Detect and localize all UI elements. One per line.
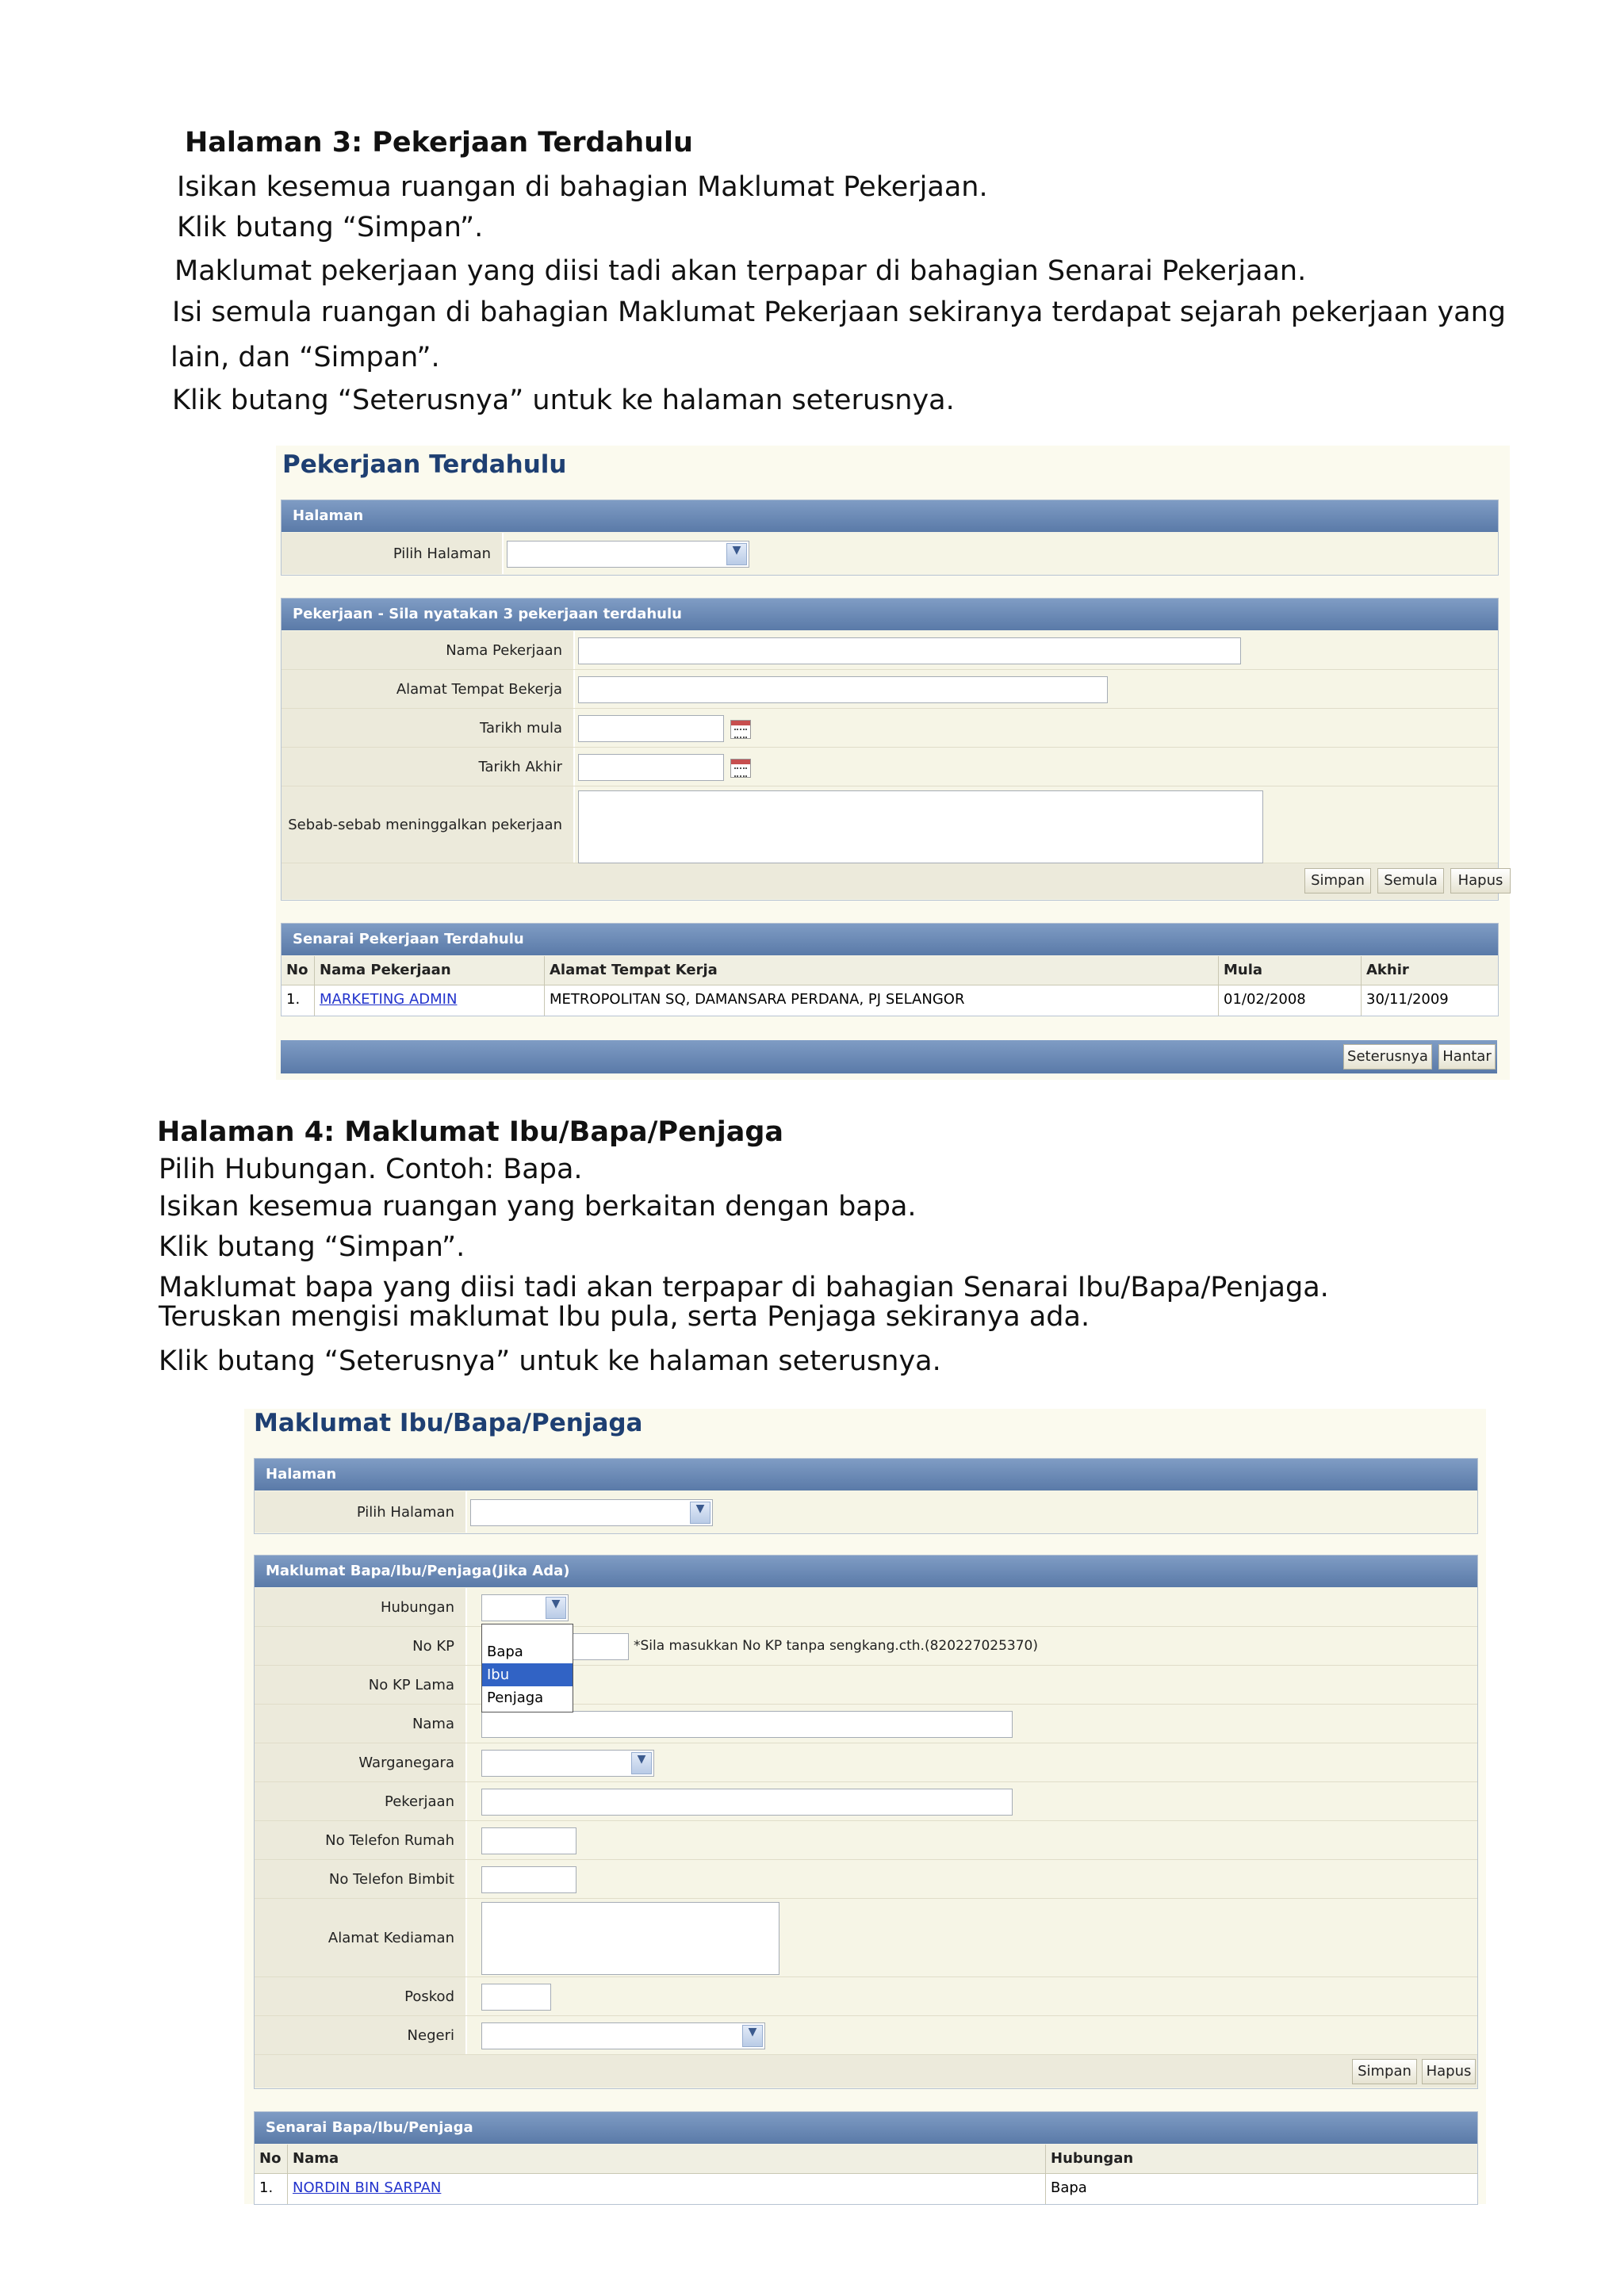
pekerjaan-label: Pekerjaan: [255, 1782, 467, 1820]
hubungan-row: [255, 1588, 1477, 1627]
maklumat-panel: [254, 1555, 1478, 2089]
tel-bimbit-row: [255, 1860, 1477, 1899]
warganegara-select[interactable]: [481, 1750, 654, 1777]
section3-line-3: Maklumat pekerjaan yang diisi tadi akan terpapar di bahagian Senarai Pekerjaan.: [174, 255, 1307, 287]
simpan-button[interactable]: Simpan: [1304, 868, 1371, 894]
chevron-down-icon: ▼: [546, 1597, 566, 1619]
hapus-button[interactable]: Hapus: [1422, 2059, 1476, 2084]
row-akhir: 30/11/2009: [1366, 991, 1449, 1008]
no-kp-row: [255, 1627, 1477, 1666]
calendar-icon[interactable]: [730, 759, 751, 778]
pekerjaan-input[interactable]: [481, 1789, 1013, 1816]
section4-heading: Halaman 4: Maklumat Ibu/Bapa/Penjaga: [157, 1116, 784, 1148]
row-hubungan: Bapa: [1051, 2179, 1087, 2196]
column-header: No: [282, 956, 315, 985]
tel-rumah-label: No Telefon Rumah: [255, 1821, 467, 1859]
section3-line-1: Isikan kesemua ruangan di bahagian Maklumat Pekerjaan.: [177, 171, 988, 203]
nama-row: [255, 1705, 1477, 1743]
column-header: Nama Pekerjaan: [315, 956, 545, 985]
simpan-button[interactable]: Simpan: [1352, 2059, 1417, 2084]
chevron-down-icon: ▼: [690, 1502, 710, 1524]
alamat-row: [282, 670, 1498, 709]
section4-line-5: Teruskan mengisi maklumat Ibu pula, serta Penjaga sekiranya ada.: [159, 1301, 1090, 1333]
row-nama-link[interactable]: MARKETING ADMIN: [315, 985, 545, 1016]
column-header: No: [255, 2145, 288, 2173]
table-header: [282, 956, 1498, 985]
section3-line-5: lain, dan “Simpan”.: [170, 342, 440, 373]
tarikh-akhir-row: [282, 748, 1498, 786]
column-header: Nama: [288, 2145, 1046, 2173]
nama-pekerjaan-label: Nama Pekerjaan: [282, 631, 575, 669]
row-no: 1.: [255, 2174, 288, 2204]
senarai-pekerjaan-header: Senarai Pekerjaan Terdahulu: [282, 924, 1498, 955]
column-header: Alamat Tempat Kerja: [545, 956, 1219, 985]
halaman-panel: [254, 1458, 1478, 1534]
senarai-pekerjaan-panel: [281, 923, 1499, 1016]
section4-line-1: Pilih Hubungan. Contoh: Bapa.: [159, 1154, 583, 1185]
hantar-button[interactable]: Hantar: [1438, 1044, 1496, 1070]
row-alamat: METROPOLITAN SQ, DAMANSARA PERDANA, PJ SELANGOR: [545, 985, 1219, 1016]
pilih-halaman-label: Pilih Halaman: [282, 533, 504, 574]
pilih-halaman-row: [282, 533, 1498, 574]
chevron-down-icon: ▼: [726, 543, 747, 565]
footer-bar: [281, 1040, 1497, 1073]
halaman-header: Halaman: [255, 1459, 1477, 1490]
no-kp-hint: *Sila masukkan No KP tanpa sengkang.cth.(820227025370): [634, 1638, 1039, 1654]
hubungan-option-bapa[interactable]: Bapa: [487, 1644, 523, 1660]
senarai-ibubapa-header: Senarai Bapa/Ibu/Penjaga: [255, 2112, 1477, 2144]
row-nama-link[interactable]: NORDIN BIN SARPAN: [288, 2174, 1046, 2204]
table-row: [255, 2174, 1477, 2204]
row-mula: 01/02/2008: [1219, 985, 1362, 1016]
calendar-icon[interactable]: [730, 720, 751, 739]
nama-label: Nama: [255, 1705, 467, 1743]
poskod-row: [255, 1977, 1477, 2016]
seterusnya-button[interactable]: Seterusnya: [1343, 1044, 1432, 1070]
alamat-input[interactable]: [578, 676, 1108, 703]
semula-button[interactable]: Semula: [1377, 868, 1444, 894]
pekerjaan-button-bar: [282, 863, 1503, 899]
page-title: Pekerjaan Terdahulu: [282, 450, 567, 479]
warganegara-label: Warganegara: [255, 1743, 467, 1781]
table-header: [255, 2145, 1477, 2174]
section4-line-2: Isikan kesemua ruangan yang berkaitan dengan bapa.: [159, 1191, 917, 1223]
alamat-label: Alamat Tempat Bekerja: [282, 670, 575, 708]
pilih-halaman-select[interactable]: [507, 541, 749, 568]
chevron-down-icon: ▼: [631, 1752, 652, 1774]
maklumat-button-bar: [255, 2055, 1477, 2087]
tel-rumah-row: [255, 1821, 1477, 1860]
nama-pekerjaan-row: [282, 631, 1498, 670]
no-kp-lama-row: [255, 1666, 1477, 1705]
senarai-ibubapa-panel: [254, 2111, 1478, 2205]
alamat-textarea[interactable]: [481, 1902, 779, 1975]
tarikh-mula-input[interactable]: [578, 715, 724, 742]
hapus-button[interactable]: Hapus: [1450, 868, 1511, 894]
halaman-panel: [281, 499, 1499, 576]
row-no: 1.: [282, 985, 315, 1016]
tel-bimbit-input[interactable]: [481, 1866, 576, 1893]
tel-bimbit-label: No Telefon Bimbit: [255, 1860, 467, 1898]
ibubapa-screenshot: [244, 1409, 1486, 2204]
poskod-input[interactable]: [481, 1984, 551, 2011]
section3-line-6: Klik butang “Seterusnya” untuk ke halaman seterusnya.: [172, 385, 955, 416]
section4-line-6: Klik butang “Seterusnya” untuk ke halaman seterusnya.: [159, 1345, 941, 1377]
alamat-row: [255, 1899, 1477, 1977]
pilih-halaman-label: Pilih Halaman: [255, 1491, 467, 1533]
pekerjaan-header: Pekerjaan - Sila nyatakan 3 pekerjaan terdahulu: [282, 599, 1498, 630]
section3-line-4: Isi semula ruangan di bahagian Maklumat Pekerjaan sekiranya terdapat sejarah pekerjaan yang: [172, 297, 1506, 328]
sebab-label: Sebab-sebab meninggalkan pekerjaan: [282, 786, 575, 863]
sebab-row: [282, 786, 1498, 863]
nama-pekerjaan-input[interactable]: [578, 637, 1241, 664]
column-header: Hubungan: [1051, 2150, 1134, 2167]
section4-line-3: Klik butang “Simpan”.: [159, 1231, 465, 1263]
pilih-halaman-row: [255, 1491, 1477, 1533]
column-header: Akhir: [1366, 962, 1409, 978]
column-header: Mula: [1219, 956, 1362, 985]
nama-input[interactable]: [481, 1711, 1013, 1738]
no-kp-label: No KP: [255, 1627, 467, 1665]
negeri-label: Negeri: [255, 2016, 467, 2054]
chevron-down-icon: ▼: [742, 2025, 763, 2047]
maklumat-header: Maklumat Bapa/Ibu/Penjaga(Jika Ada): [255, 1556, 1477, 1587]
tarikh-akhir-input[interactable]: [578, 754, 724, 781]
pilih-halaman-select[interactable]: [470, 1499, 713, 1526]
halaman-header: Halaman: [282, 500, 1498, 532]
sebab-textarea[interactable]: [578, 790, 1263, 863]
hubungan-dropdown-list[interactable]: [481, 1624, 573, 1712]
section3-line-2: Klik butang “Simpan”.: [177, 212, 484, 243]
alamat-label: Alamat Kediaman: [255, 1899, 467, 1976]
section4-line-4: Maklumat bapa yang diisi tadi akan terpapar di bahagian Senarai Ibu/Bapa/Penjaga.: [159, 1272, 1329, 1303]
page-title: Maklumat Ibu/Bapa/Penjaga: [254, 1409, 643, 1437]
warganegara-row: [255, 1743, 1477, 1782]
section3-heading: Halaman 3: Pekerjaan Terdahulu: [185, 127, 693, 159]
tarikh-akhir-label: Tarikh Akhir: [282, 748, 575, 786]
tel-rumah-input[interactable]: [481, 1827, 576, 1854]
tarikh-mula-row: [282, 709, 1498, 748]
hubungan-option-penjaga[interactable]: Penjaga: [487, 1689, 544, 1706]
hubungan-option-ibu[interactable]: Ibu: [482, 1663, 573, 1686]
no-kp-lama-label: No KP Lama: [255, 1666, 467, 1704]
poskod-label: Poskod: [255, 1977, 467, 2015]
pekerjaan-row: [255, 1782, 1477, 1821]
table-row: [282, 985, 1498, 1016]
hubungan-select[interactable]: [481, 1594, 569, 1621]
pekerjaan-screenshot: [276, 446, 1510, 1080]
hubungan-label: Hubungan: [255, 1588, 467, 1626]
pekerjaan-panel: [281, 598, 1503, 901]
negeri-select[interactable]: [481, 2022, 765, 2049]
tarikh-mula-label: Tarikh mula: [282, 709, 575, 747]
negeri-row: [255, 2016, 1477, 2055]
